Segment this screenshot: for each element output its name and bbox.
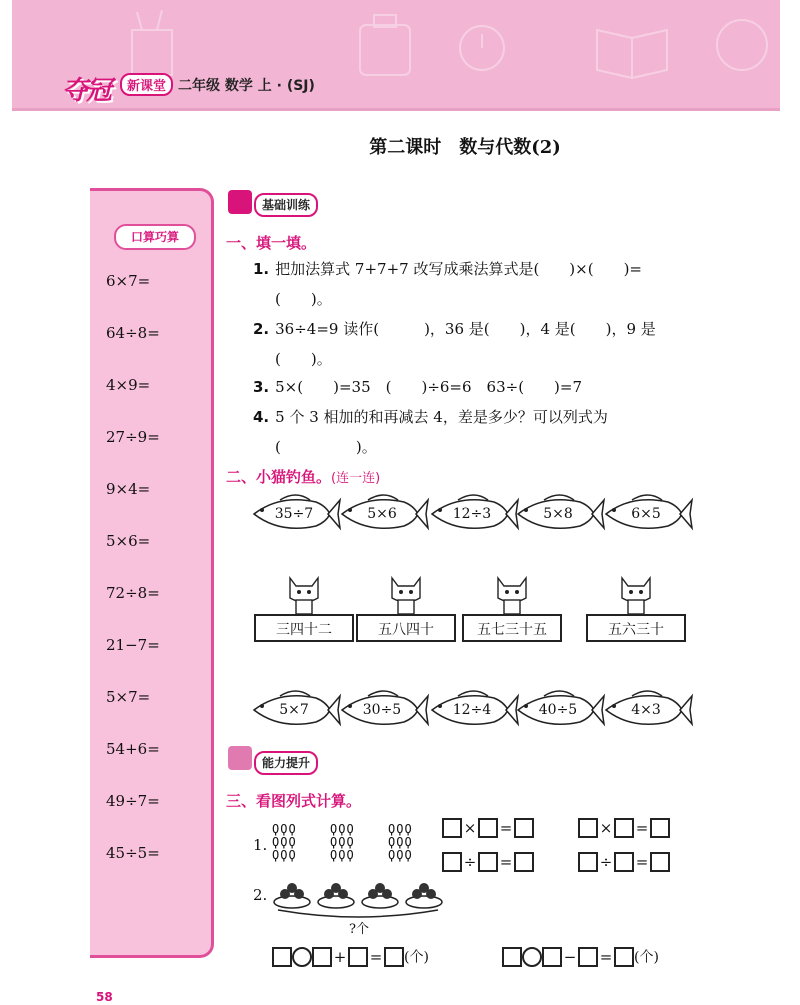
cat-card[interactable] <box>586 572 690 648</box>
sidebar-item: 9×4= <box>106 480 151 498</box>
fish-card[interactable] <box>602 688 694 732</box>
sidebar-item: 4×9= <box>106 376 151 394</box>
question-4 <box>253 402 608 462</box>
fish-expression: 30÷5 <box>362 702 402 718</box>
brand-logo <box>62 70 110 107</box>
question-number: 3. <box>253 378 270 396</box>
question-text: ( )。 <box>275 350 332 368</box>
question-text: 把加法算式 7+7+7 改写成乘法算式是( )×( )= <box>275 260 642 278</box>
equals-sign: = <box>499 852 513 871</box>
cat-icon <box>494 572 530 616</box>
pencil-cup-doodle-icon <box>122 10 202 80</box>
question-2 <box>253 314 656 374</box>
fish-card[interactable] <box>514 688 606 732</box>
sidebar-item: 72÷8= <box>106 584 160 602</box>
answer-box[interactable] <box>650 818 670 838</box>
fish-card[interactable] <box>338 492 430 536</box>
answer-box[interactable] <box>348 947 368 967</box>
answer-box[interactable] <box>578 947 598 967</box>
minus-sign: − <box>563 947 577 966</box>
answer-box[interactable] <box>502 947 522 967</box>
divide-sign: ÷ <box>463 852 477 871</box>
question-text: ( )。 <box>275 290 332 308</box>
answer-box[interactable] <box>614 852 634 872</box>
question-3-1-number: 1. <box>253 836 268 854</box>
equals-sign: = <box>369 947 383 966</box>
equals-sign: = <box>635 852 649 871</box>
fish-expression: 6×5 <box>631 506 661 522</box>
fish-card[interactable] <box>514 492 606 536</box>
equation-row <box>442 851 534 872</box>
answer-box[interactable] <box>478 818 498 838</box>
fish-card[interactable] <box>428 688 520 732</box>
question-3-2-number: 2. <box>253 886 268 904</box>
question-text: 36÷4=9 读作( )，36 是( )，4 是( )，9 是 <box>275 320 656 338</box>
unit-label: (个) <box>634 949 659 966</box>
plus-sign: + <box>333 947 347 966</box>
question-number: 2. <box>253 320 270 338</box>
multiplication-rhyme-label: 五六三十 <box>586 614 686 642</box>
fish-expression: 5×6 <box>367 506 397 522</box>
total-question-label: ?个 <box>349 922 369 937</box>
multiplication-rhyme-label: 五八四十 <box>356 614 456 642</box>
answer-box[interactable] <box>442 818 462 838</box>
answer-box[interactable] <box>384 947 404 967</box>
fish-card[interactable] <box>338 688 430 732</box>
answer-box[interactable] <box>614 947 634 967</box>
globe-doodle-icon <box>712 10 772 80</box>
section-two-subtitle: (连一连) <box>331 471 381 486</box>
divide-sign: ÷ <box>599 852 613 871</box>
alarm-clock-doodle-icon <box>452 10 512 80</box>
sidebar-item: 45÷5= <box>106 844 160 862</box>
equals-sign: = <box>599 947 613 966</box>
course-label: 二年级 数学 上 · (SJ) <box>178 78 315 94</box>
cat-icon <box>388 572 424 616</box>
sidebar-item: 5×6= <box>106 532 151 550</box>
operator-circle[interactable] <box>522 947 542 967</box>
answer-box[interactable] <box>578 852 598 872</box>
basic-training-badge: 基础训练 <box>254 193 318 217</box>
page-title: 第二课时 数与代数(2) <box>369 137 561 158</box>
ability-badge: 能力提升 <box>254 751 318 775</box>
question-number: 4. <box>253 408 270 426</box>
multiplication-rhyme-label: 三四十二 <box>254 614 354 642</box>
unit-label: (个) <box>404 949 429 966</box>
cat-card[interactable] <box>254 572 358 648</box>
fish-card[interactable] <box>250 492 342 536</box>
mental-math-sidebar <box>90 188 214 958</box>
operator-circle[interactable] <box>292 947 312 967</box>
section-two-title <box>226 466 380 487</box>
question-1 <box>253 254 642 314</box>
section-three-title: 三、看图列式计算。 <box>226 792 362 810</box>
multiplication-rhyme-label: 五七三十五 <box>462 614 562 642</box>
fish-expression: 35÷7 <box>274 506 314 522</box>
answer-box[interactable] <box>478 852 498 872</box>
sidebar-tab-label: 口算巧算 <box>114 224 196 250</box>
sidebar-item: 5×7= <box>106 688 151 706</box>
equation-row <box>578 817 670 838</box>
fish-expression: 12÷3 <box>452 506 492 522</box>
school-bag-doodle-icon <box>352 10 422 80</box>
sidebar-item: 54+6= <box>106 740 160 758</box>
podium-icon <box>228 746 252 770</box>
sidebar-item: 27÷9= <box>106 428 160 446</box>
answer-box[interactable] <box>578 818 598 838</box>
section-two-title-text: 二、小猫钓鱼。 <box>226 468 332 486</box>
answer-box[interactable] <box>514 818 534 838</box>
equation-row <box>272 946 429 967</box>
answer-box[interactable] <box>442 852 462 872</box>
fish-expression: 5×8 <box>543 506 573 522</box>
cat-icon <box>286 572 322 616</box>
question-text: 5×( )=35 ( )÷6=6 63÷( )=7 <box>275 378 583 396</box>
sidebar-item: 21−7= <box>106 636 160 654</box>
open-book-doodle-icon <box>592 10 672 80</box>
books-icon <box>228 190 252 214</box>
fish-expression: 4×3 <box>631 702 661 718</box>
brand-logo-text: 夺冠 <box>62 76 111 106</box>
equals-sign: = <box>635 818 649 837</box>
fish-expression: 5×7 <box>279 702 309 718</box>
sidebar-item: 64÷8= <box>106 324 160 342</box>
page-number: 58 <box>96 990 113 1004</box>
times-sign: × <box>599 818 613 837</box>
cat-icon <box>618 572 654 616</box>
equation-row <box>502 946 659 967</box>
fruit-plates-icon <box>272 880 444 920</box>
fish-expression: 12÷4 <box>452 702 492 718</box>
sidebar-item: 6×7= <box>106 272 151 290</box>
answer-box[interactable] <box>312 947 332 967</box>
equals-sign: = <box>499 818 513 837</box>
fish-card[interactable] <box>602 492 694 536</box>
section-one-title: 一、填一填。 <box>226 234 317 252</box>
answer-box[interactable] <box>614 818 634 838</box>
answer-box[interactable] <box>514 852 534 872</box>
times-sign: × <box>463 818 477 837</box>
answer-box[interactable] <box>650 852 670 872</box>
magnifier-group-icon: ϘϘϘ ϘϘϘ ϘϘϘ <box>330 822 355 862</box>
question-text: 5 个 3 相加的和再减去 4，差是多少？可以列式为 <box>275 408 608 426</box>
fish-expression: 40÷5 <box>538 702 578 718</box>
sidebar-item: 49÷7= <box>106 792 160 810</box>
fish-card[interactable] <box>428 492 520 536</box>
fish-card[interactable] <box>250 688 342 732</box>
question-3 <box>253 372 582 402</box>
magnifier-group-icon: ϘϘϘ ϘϘϘ ϘϘϘ <box>272 822 297 862</box>
equation-row <box>578 851 670 872</box>
answer-box[interactable] <box>542 947 562 967</box>
magnifier-group-icon: ϘϘϘ ϘϘϘ ϘϘϘ <box>388 822 413 862</box>
question-number: 1. <box>253 260 270 278</box>
question-text: ( )。 <box>275 438 377 456</box>
cat-card[interactable] <box>356 572 460 648</box>
cat-card[interactable] <box>462 572 566 648</box>
equation-row <box>442 817 534 838</box>
answer-box[interactable] <box>272 947 292 967</box>
series-name: 新课堂 <box>120 73 173 96</box>
